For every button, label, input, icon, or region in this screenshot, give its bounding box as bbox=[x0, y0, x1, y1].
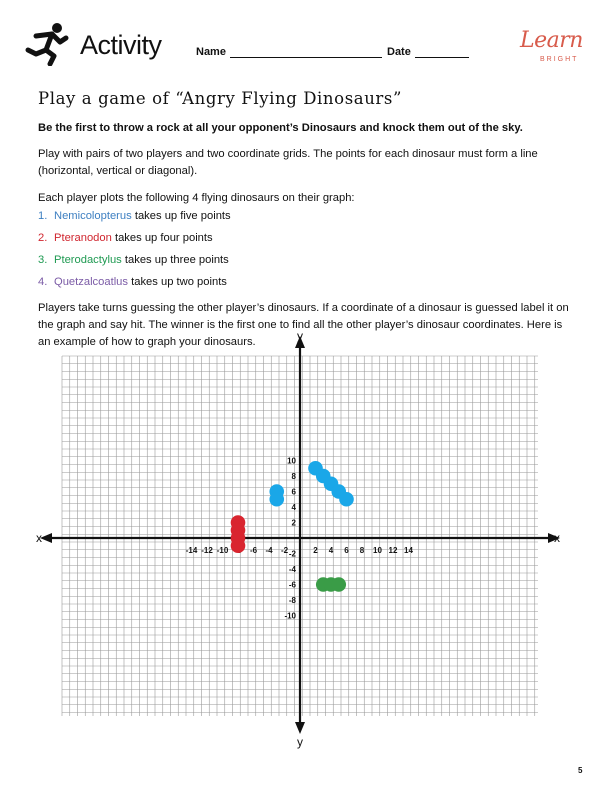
instructions-line: an example of how to graph your dinosaurs. bbox=[38, 336, 256, 348]
date-field[interactable] bbox=[387, 46, 469, 58]
running-person-icon bbox=[24, 22, 72, 66]
dinosaur-desc: takes up five points bbox=[134, 210, 231, 222]
dinosaur-name: Nemicolopterus bbox=[54, 210, 132, 222]
activity-label: Activity bbox=[80, 30, 162, 60]
item-number: 3. bbox=[38, 254, 48, 266]
data-point bbox=[331, 577, 346, 592]
x-tick-label: 2 bbox=[313, 546, 318, 555]
intro-text: Be the first to throw a rock at all your opponent’s Dinosaurs and knock them out of the sky. bbox=[38, 122, 523, 134]
instructions-line: (horizontal, vertical or diagonal). bbox=[38, 165, 198, 177]
x-axis-label-left: x bbox=[36, 531, 42, 545]
logo-word: Learn bbox=[520, 28, 583, 53]
data-point bbox=[269, 492, 284, 507]
logo-sub: BRIGHT bbox=[540, 56, 579, 63]
dinosaur-name: Pteranodon bbox=[54, 232, 112, 244]
instructions-line: the graph and say hit. The winner is the first one to find all the other player’s dinosaur coordinates. Here is bbox=[38, 319, 563, 331]
x-tick-label: 8 bbox=[359, 546, 365, 555]
y-tick-label: 4 bbox=[291, 503, 296, 512]
y-tick-label: 8 bbox=[291, 472, 296, 481]
dinosaur-name: Pterodactylus bbox=[54, 254, 122, 266]
x-axis-label-right: x bbox=[554, 531, 560, 545]
x-tick-label: -10 bbox=[216, 546, 229, 555]
dinosaur-name: Quetzalcoatlus bbox=[54, 276, 129, 288]
x-tick-label: -12 bbox=[201, 546, 213, 555]
x-tick-label: -14 bbox=[185, 546, 198, 555]
x-tick-label: 14 bbox=[404, 546, 413, 555]
y-tick-label: 6 bbox=[291, 487, 296, 497]
x-tick-label: -4 bbox=[265, 546, 273, 555]
dinosaur-desc: takes up three points bbox=[124, 254, 229, 266]
learn-bright-logo bbox=[520, 28, 590, 68]
y-tick-label: 10 bbox=[287, 456, 296, 466]
dinosaur-desc: takes up four points bbox=[114, 232, 213, 244]
item-number: 1. bbox=[38, 210, 48, 222]
y-axis-arrow-bottom bbox=[295, 722, 305, 734]
dinosaur-list-item bbox=[38, 252, 229, 269]
x-tick-label: 10 bbox=[373, 546, 382, 555]
date-label: Date bbox=[387, 46, 411, 58]
dinosaur-desc: takes up two points bbox=[131, 276, 227, 288]
y-tick-label: -2 bbox=[288, 549, 296, 559]
x-tick-label: -2 bbox=[280, 546, 289, 555]
data-point bbox=[231, 538, 246, 553]
y-tick-label: -10 bbox=[284, 611, 296, 621]
y-tick-label: -8 bbox=[288, 596, 296, 605]
name-label: Name bbox=[196, 46, 226, 58]
instructions-paragraph-1 bbox=[38, 146, 580, 180]
data-point bbox=[339, 492, 354, 507]
page-number: 5 bbox=[578, 766, 583, 775]
instructions-line: Play with pairs of two players and two coordinate grids. The points for each dinosaur must form a line bbox=[38, 148, 538, 160]
x-tick-label: 12 bbox=[388, 546, 398, 555]
x-tick-label: 6 bbox=[344, 546, 349, 555]
instructions-line: Players take turns guessing the other player’s dinosaurs. If a coordinate of a dinosaur is guessed label it on bbox=[38, 302, 569, 314]
x-tick-label: -6 bbox=[249, 546, 258, 555]
name-field[interactable] bbox=[196, 46, 382, 58]
dinosaur-list-item bbox=[38, 230, 213, 247]
y-tick-label: -4 bbox=[288, 565, 296, 574]
header bbox=[0, 0, 612, 80]
instructions-paragraph-2: Each player plots the following 4 flying dinosaurs on their graph: bbox=[38, 192, 355, 204]
y-axis-label-top: y bbox=[297, 329, 303, 343]
coordinate-graph bbox=[30, 328, 582, 752]
item-number: 2. bbox=[38, 232, 48, 244]
y-tick-label: -6 bbox=[288, 580, 296, 590]
dinosaur-list-item bbox=[38, 274, 227, 291]
page-title: Play a game of “Angry Flying Dinosaurs” bbox=[38, 89, 403, 108]
y-axis-label-bottom: y bbox=[297, 735, 303, 749]
x-tick-label: 4 bbox=[328, 546, 334, 555]
y-tick-label: 2 bbox=[291, 518, 296, 528]
item-number: 4. bbox=[38, 276, 48, 288]
dinosaur-list-item bbox=[38, 208, 231, 225]
